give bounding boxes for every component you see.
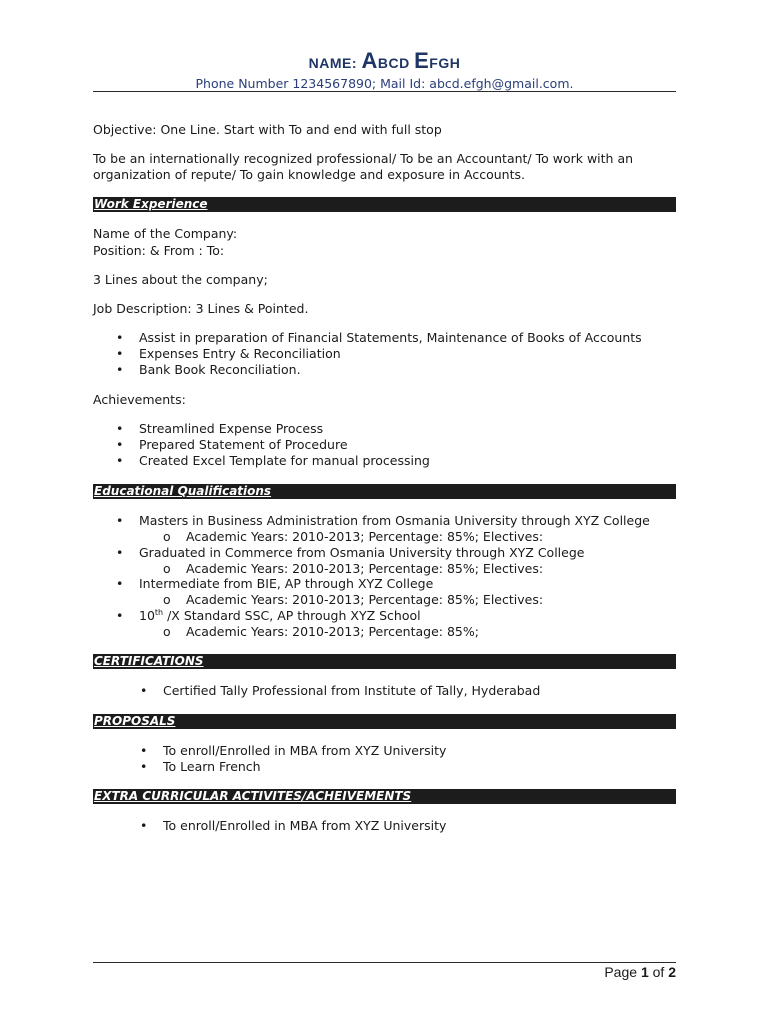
list-item: • Bank Book Reconciliation. — [139, 362, 301, 377]
list-item: • Streamlined Expense Process — [139, 421, 323, 436]
list-item: • Created Excel Template for manual processing — [139, 453, 430, 468]
job-description-label: Job Description: 3 Lines & Pointed. — [93, 301, 309, 316]
list-item: • To enroll/Enrolled in MBA from XYZ University — [163, 818, 446, 833]
certifications-heading: CERTIFICATIONS — [93, 654, 676, 669]
list-item: • Prepared Statement of Procedure — [139, 437, 348, 452]
sub-list-item: o Academic Years: 2010-2013; Percentage: 85%; Electives: — [186, 561, 543, 576]
list-item: • Assist in preparation of Financial Statements, Maintenance of Books of Accounts — [139, 330, 642, 345]
objective-line-1: To be an internationally recognized professional/ To be an Accountant/ To work with an — [93, 151, 634, 166]
education-heading: Educational Qualifications — [93, 484, 676, 499]
sub-list-item: o Academic Years: 2010-2013; Percentage: 85%; Electives: — [186, 592, 543, 607]
company-name: Name of the Company: — [93, 226, 238, 241]
objective-line-2: organization of repute/ To gain knowledge and exposure in Accounts. — [93, 167, 525, 182]
about-company: 3 Lines about the company; — [93, 272, 268, 287]
list-item: • Masters in Business Administration from Osmania University through XYZ College — [139, 513, 650, 528]
sub-list-item: o Academic Years: 2010-2013; Percentage: 85%; — [186, 624, 479, 639]
contact-line: Phone Number 1234567890; Mail Id: abcd.efgh@gmail.com. — [195, 76, 574, 91]
position-line: Position: & From : To: — [93, 243, 225, 258]
footer-divider — [93, 962, 676, 963]
name-heading: NAME: ABCD EFGH — [308, 48, 461, 73]
extra-curricular-heading: EXTRA CURRICULAR ACTIVITES/ACHEIVEMENTS — [93, 789, 676, 804]
list-item: • To Learn French — [163, 759, 261, 774]
objective-title: Objective: One Line. Start with To and end with full stop — [93, 122, 442, 137]
list-item: • Certified Tally Professional from Institute of Tally, Hyderabad — [163, 683, 540, 698]
work-experience-heading: Work Experience — [93, 197, 676, 212]
sub-list-item: o Academic Years: 2010-2013; Percentage: 85%; Electives: — [186, 529, 543, 544]
list-item: • Expenses Entry & Reconciliation — [139, 346, 341, 361]
list-item: • Graduated in Commerce from Osmania University through XYZ College — [139, 545, 584, 560]
list-item: • Intermediate from BIE, AP through XYZ College — [139, 576, 433, 591]
page-number: Page 1 of 2 — [604, 964, 676, 980]
list-item: • 10th /X Standard SSC, AP through XYZ School — [139, 608, 421, 623]
list-item: • To enroll/Enrolled in MBA from XYZ University — [163, 743, 446, 758]
proposals-heading: PROPOSALS — [93, 714, 676, 729]
header-divider — [93, 91, 676, 92]
achievements-label: Achievements: — [93, 392, 186, 407]
